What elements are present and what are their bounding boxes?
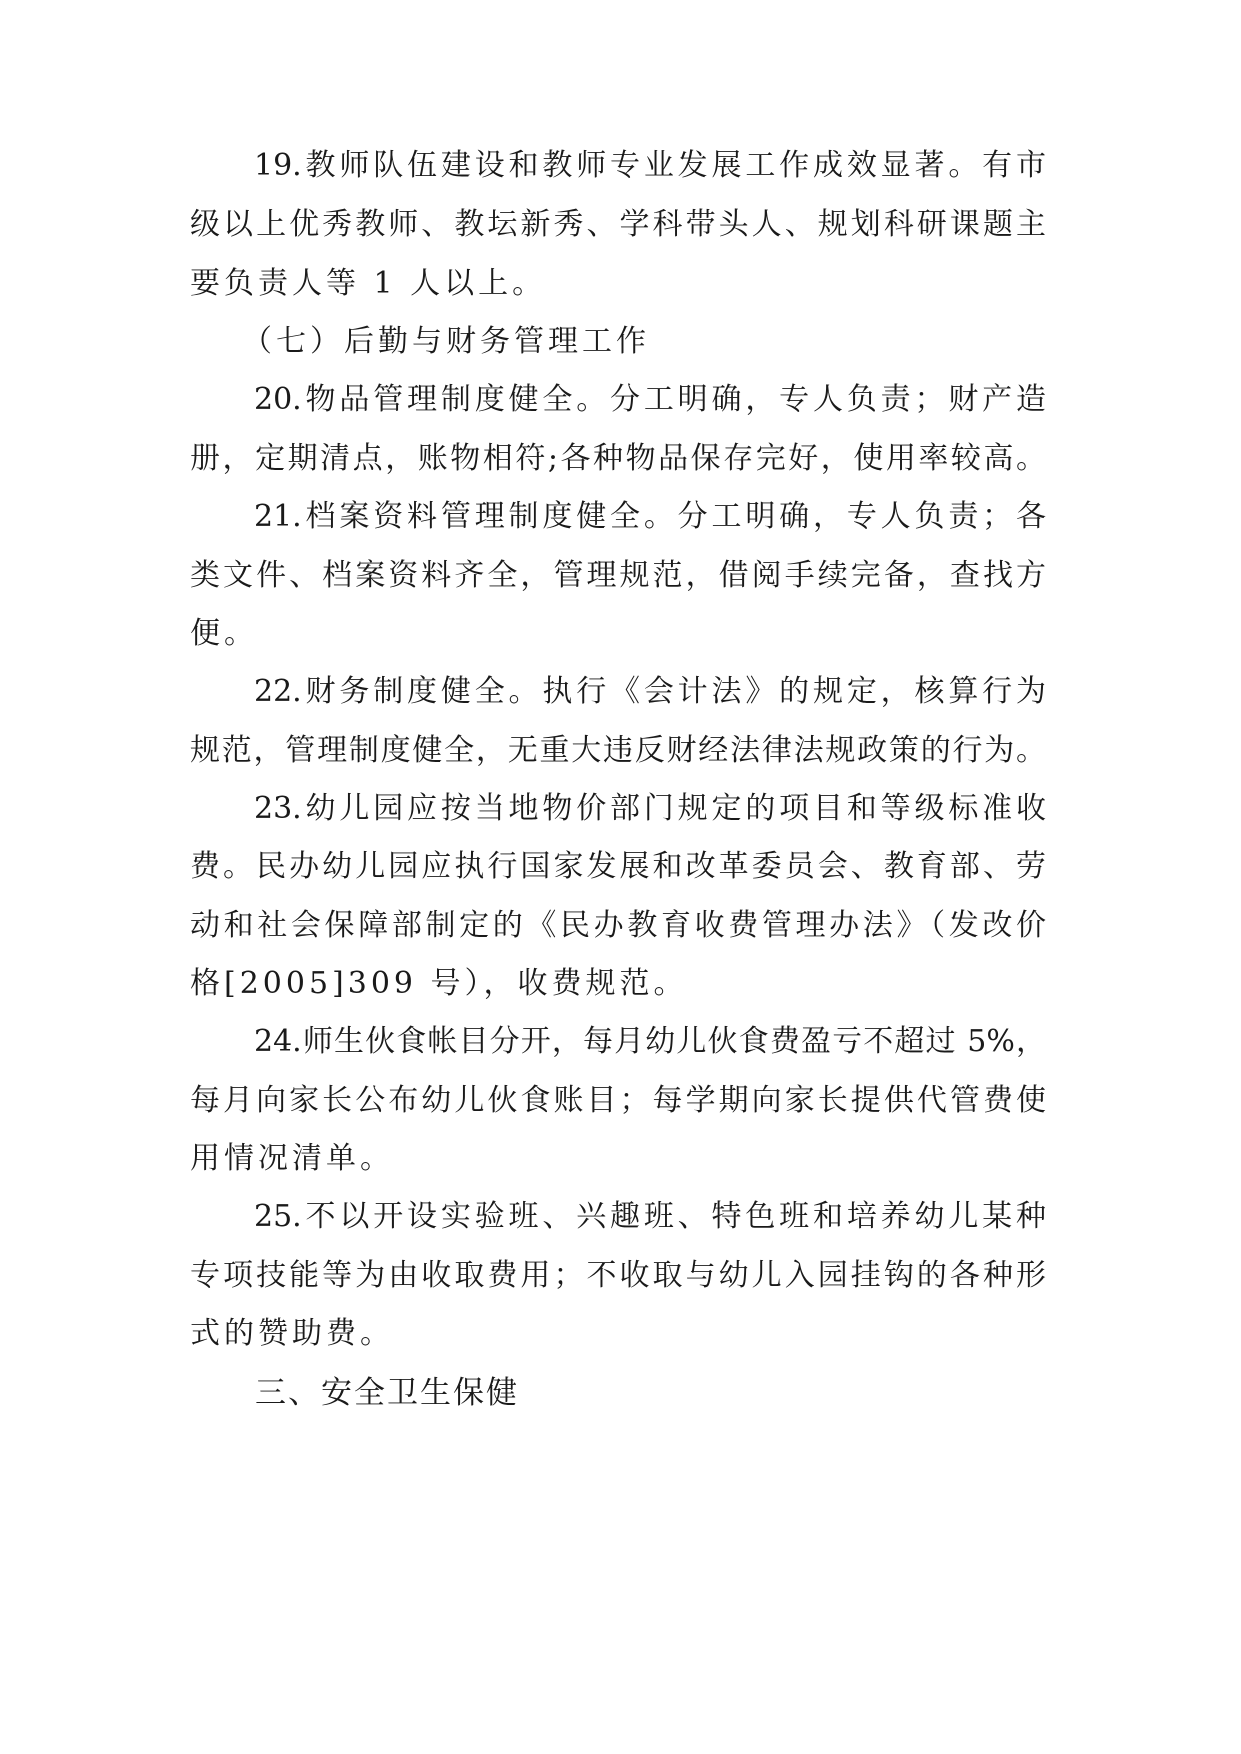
item-20-line-1: 20.物品管理制度健全。分工明确，专人负责；财产造 — [254, 382, 1046, 417]
item-21-line-1: 21.档案资料管理制度健全。分工明确，专人负责；各 — [254, 499, 1046, 534]
item-25-line-2: 专项技能等为由收取费用；不收取与幼儿入园挂钩的各种形 — [190, 1258, 1046, 1293]
item-24-line-2: 每月向家长公布幼儿伙食账目；每学期向家长提供代管费使 — [190, 1083, 1046, 1118]
item-19-line-3: 要负责人等 1 人以上。 — [190, 266, 547, 301]
subsection-heading-7: （七）后勤与财务管理工作 — [242, 324, 650, 359]
item-20-line-2: 册，定期清点，账物相符;各种物品保存完好，使用率较高。 — [190, 441, 1046, 476]
item-21-line-3: 便。 — [190, 616, 258, 651]
section-heading-3: 三、安全卫生保健 — [255, 1375, 519, 1411]
item-22-line-2: 规范，管理制度健全，无重大违反财经法律法规政策的行为。 — [190, 733, 1046, 768]
item-23-line-4: 格[2005]309 号），收费规范。 — [190, 966, 688, 1001]
item-21-line-2: 类文件、档案资料齐全，管理规范，借阅手续完备，查找方 — [190, 558, 1046, 593]
item-19-line-2: 级以上优秀教师、教坛新秀、学科带头人、规划科研课题主 — [190, 207, 1046, 242]
item-23-line-3: 动和社会保障部制定的《民办教育收费管理办法》（发改价 — [190, 908, 1046, 943]
item-19-line-1: 19.教师队伍建设和教师专业发展工作成效显著。有市 — [254, 148, 1046, 183]
item-22-line-1: 22.财务制度健全。执行《会计法》的规定，核算行为 — [254, 674, 1046, 709]
item-24-line-3: 用情况清单。 — [190, 1141, 394, 1176]
item-23-line-2: 费。民办幼儿园应执行国家发展和改革委员会、教育部、劳 — [190, 849, 1046, 884]
item-23-line-1: 23.幼儿园应按当地物价部门规定的项目和等级标准收 — [254, 791, 1046, 826]
item-24-line-1: 24.师生伙食帐目分开，每月幼儿伙食费盈亏不超过 5%， — [254, 1024, 1046, 1059]
item-25-line-1: 25.不以开设实验班、兴趣班、特色班和培养幼儿某种 — [254, 1199, 1046, 1234]
item-25-line-3: 式的赞助费。 — [190, 1316, 394, 1351]
